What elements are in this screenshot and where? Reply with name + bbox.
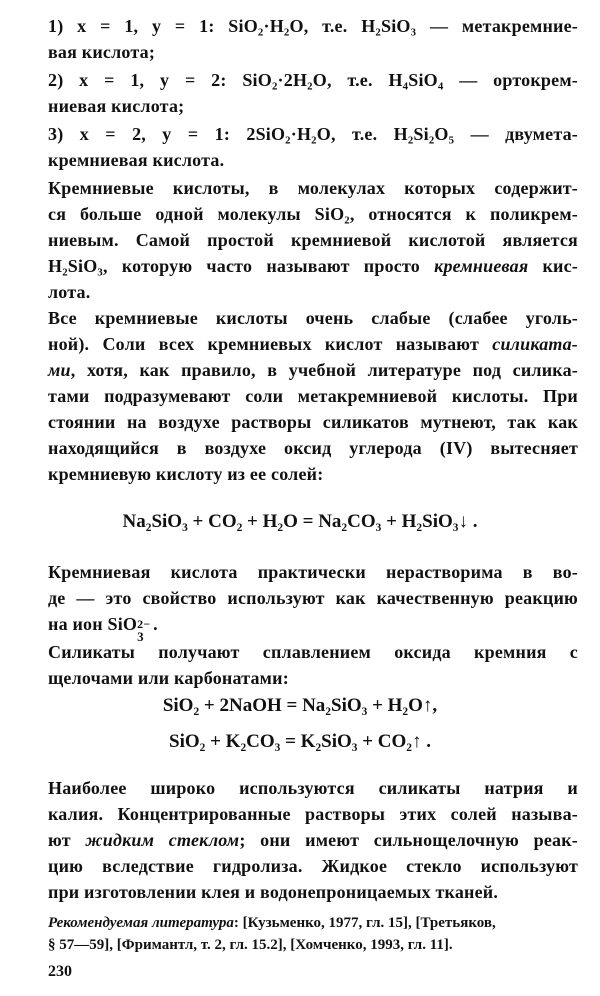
text-line [48, 332, 578, 356]
text-line: лота. [48, 282, 91, 302]
text-run: на ион SiO [48, 614, 138, 634]
text-line: кремниевая кислота. [48, 150, 225, 170]
text-run: кис- [528, 256, 578, 276]
text-line: находящийся в воздухе оксид углерода (IV) вытесняет [48, 438, 578, 458]
text-line: ниевая кислота; [48, 96, 185, 116]
text-run: . [153, 614, 158, 634]
text-line: Наиболее широко используются силикаты натрия и [48, 778, 578, 798]
reference-text: : [Кузьменко, 1977, гл. 15], [Третьяков, [233, 915, 496, 931]
page-number: 230 [48, 963, 72, 980]
text-run: , хотя, как правило, в учебной литературе под силика- [70, 360, 578, 380]
equation: Na₂SiO₃ + CO₂ + H₂O = Na₂CO₃ + H₂SiO₃↓ . [122, 511, 478, 532]
text-line: Кремниевые кислоты, в молекулах которых содержит- [48, 178, 578, 198]
text-line [48, 358, 578, 382]
reference-line [48, 912, 578, 934]
text-line: Кремниевая кислота практически нерастворима в во- [48, 562, 578, 582]
italic-term: жидким стеклом [85, 830, 240, 850]
ion-charge-sup: 2− [137, 617, 151, 631]
text-line: цию вследствие гидролиза. Жидкое стекло используют [48, 856, 578, 876]
text-run: H₂SiO₃, которую часто называют просто [48, 256, 435, 276]
text-line [48, 828, 578, 852]
text-line: Все кремниевые кислоты очень слабые (слабее уголь- [48, 308, 578, 328]
reference-line: § 57—59], [Фримантл, т. 2, гл. 15.2], [Хомченко, 1993, гл. 11]. [48, 937, 453, 953]
text-line: вая кислота; [48, 42, 156, 62]
text-line: тами подразумевают соли метакремниевой кислоты. При [48, 386, 578, 406]
text-line: калия. Концентрированные растворы этих солей называ- [48, 804, 578, 824]
text-line [48, 254, 578, 278]
ion-charge-sub: 3 [137, 629, 144, 644]
italic-term: ми [48, 360, 71, 380]
text-line: стоянии на воздухе растворы силикатов мутнеют, так как [48, 412, 578, 432]
italic-term: силиката- [492, 334, 578, 354]
text-line: 1) x = 1, y = 1: SiO₂·H₂O, т.е. H₂SiO₃ — метакремние- [48, 16, 578, 36]
text-line: Силикаты получают сплавлением оксида кремния с [48, 642, 578, 662]
text-line: ниевым. Самой простой кремниевой кислотой является [48, 230, 578, 250]
text-run: ной). Соли всех кремниевых кислот называют [48, 334, 493, 354]
italic-term: кремниевая [434, 256, 529, 276]
text-line [48, 612, 578, 644]
ion-charge [137, 617, 153, 644]
reference-label: Рекомендуемая литература [48, 915, 234, 931]
equation: SiO₂ + 2NaOH = Na₂SiO₃ + H₂O↑, [162, 695, 438, 716]
text-line: 3) x = 2, y = 1: 2SiO₂·H₂O, т.е. H₂Si₂O₅ — двумета- [48, 124, 578, 144]
text-run: ; они имеют сильнощелочную реак- [239, 830, 578, 850]
text-line: де — это свойство используют как качественную реакцию [48, 588, 578, 608]
text-run: ют [48, 830, 86, 850]
equation: SiO₂ + K₂CO₃ = K₂SiO₃ + CO₂↑ . [169, 731, 431, 752]
text-line: кремниевую кислоту из ее солей: [48, 464, 324, 484]
text-line: щелочами или карбонатами: [48, 668, 289, 688]
text-line: ся больше одной молекулы SiO₂, относятся к поликрем- [48, 204, 578, 224]
text-line: при изготовлении клея и водонепроницаемых тканей. [48, 882, 499, 902]
text-line: 2) x = 1, y = 2: SiO₂·2H₂O, т.е. H₄SiO₄ — ортокрем- [48, 70, 578, 90]
